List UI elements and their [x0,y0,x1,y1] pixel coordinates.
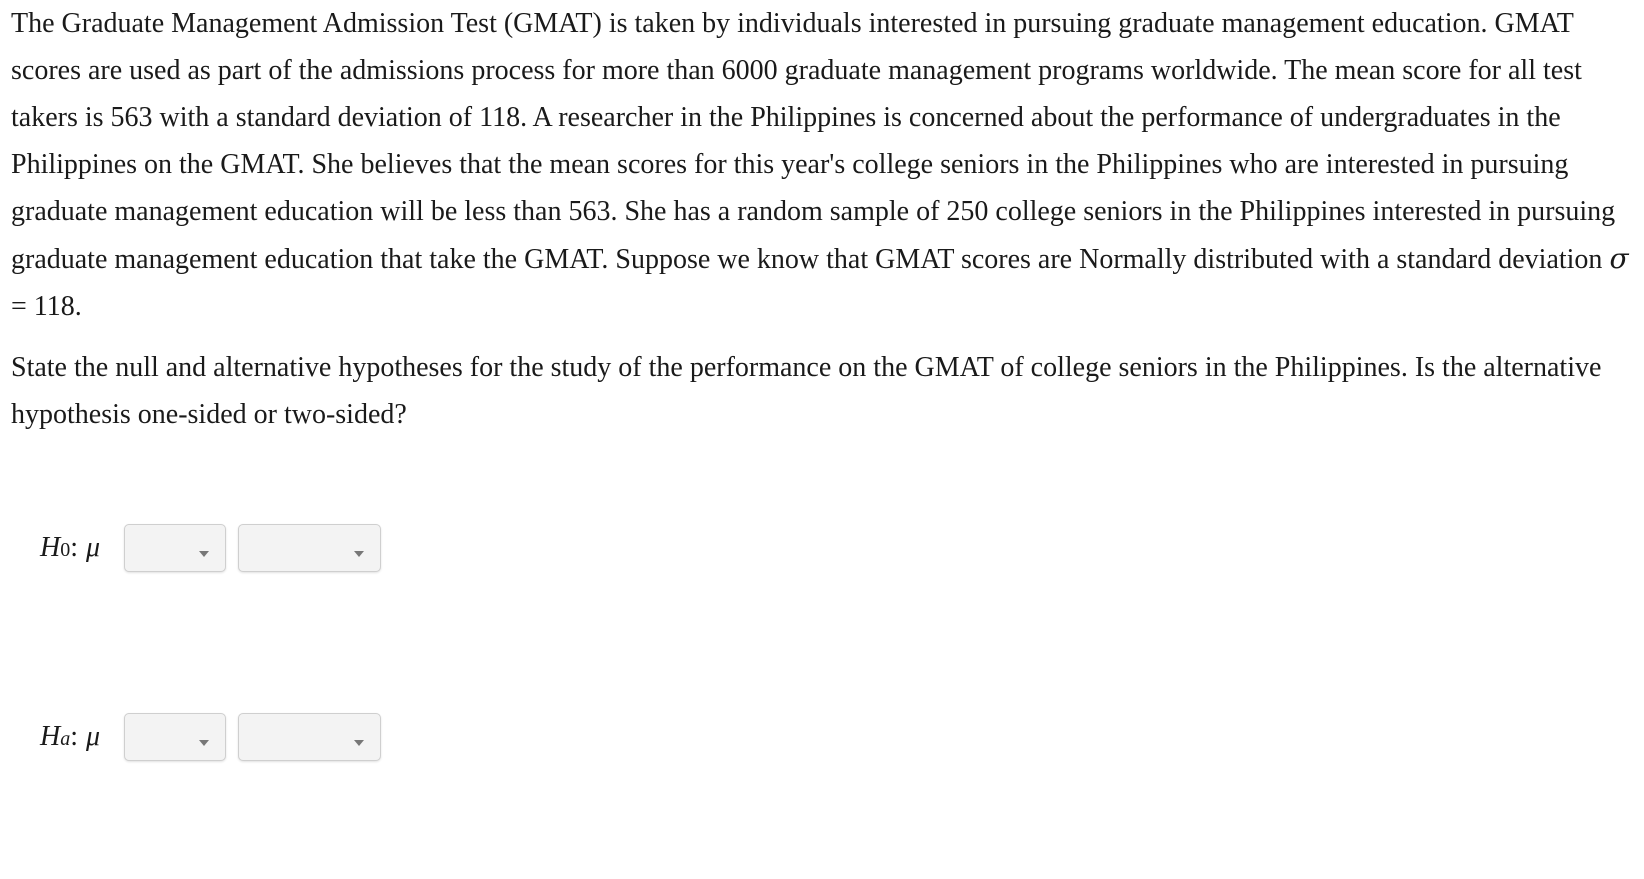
chevron-down-icon [354,551,364,557]
null-h-symbol: H [40,532,61,563]
null-value-dropdown[interactable] [238,524,381,572]
chevron-down-icon [354,740,364,746]
null-hypothesis-label: H 0 : μ [40,532,101,563]
sigma-symbol: σ [1609,242,1629,275]
problem-question: State the null and alternative hypotheses for the study of the performance on the GMAT of college seniors in the Philippines. Is the alternative hypothesis one-sided or two-sided? [11,352,1602,430]
intro-text: The Graduate Management Admission Test (GMAT) is taken by individuals interested in pursuing graduate management education. GMAT scores are used as part of the admissions process for more than 6000 graduate management programs worldwide. The mean score for all test takers is 563 with a standard deviation of 118. A researcher in the Philippines is concerned about the performance of undergraduates in the Philippines on the GMAT. She believes that the mean scores for this year's college seniors in the Philippines who are interested in pursuing graduate management education will be less than 563. She has a random sample of 250 college seniors in the Philippines interested in pursuing graduate management education that take the GMAT. Suppose we know that GMAT scores are Normally distributed with a standard deviation [11,8,1616,275]
alternative-hypothesis-label: H a : μ [40,721,101,752]
null-h-mu: μ [86,532,101,563]
sigma-value: = 118. [11,291,82,322]
alt-h-colon: : [70,721,79,752]
alternative-relation-dropdown[interactable] [124,713,226,761]
alt-h-mu: μ [86,721,101,752]
chevron-down-icon [199,551,209,557]
alternative-hypothesis-row [40,712,393,762]
alternative-value-dropdown[interactable] [238,713,381,761]
null-h-colon: : [70,532,79,563]
null-relation-dropdown[interactable] [124,524,226,572]
null-hypothesis-row [40,523,393,573]
problem-intro [11,0,1636,330]
problem-statement [11,0,1636,438]
chevron-down-icon [199,740,209,746]
alt-h-symbol: H [40,721,61,752]
